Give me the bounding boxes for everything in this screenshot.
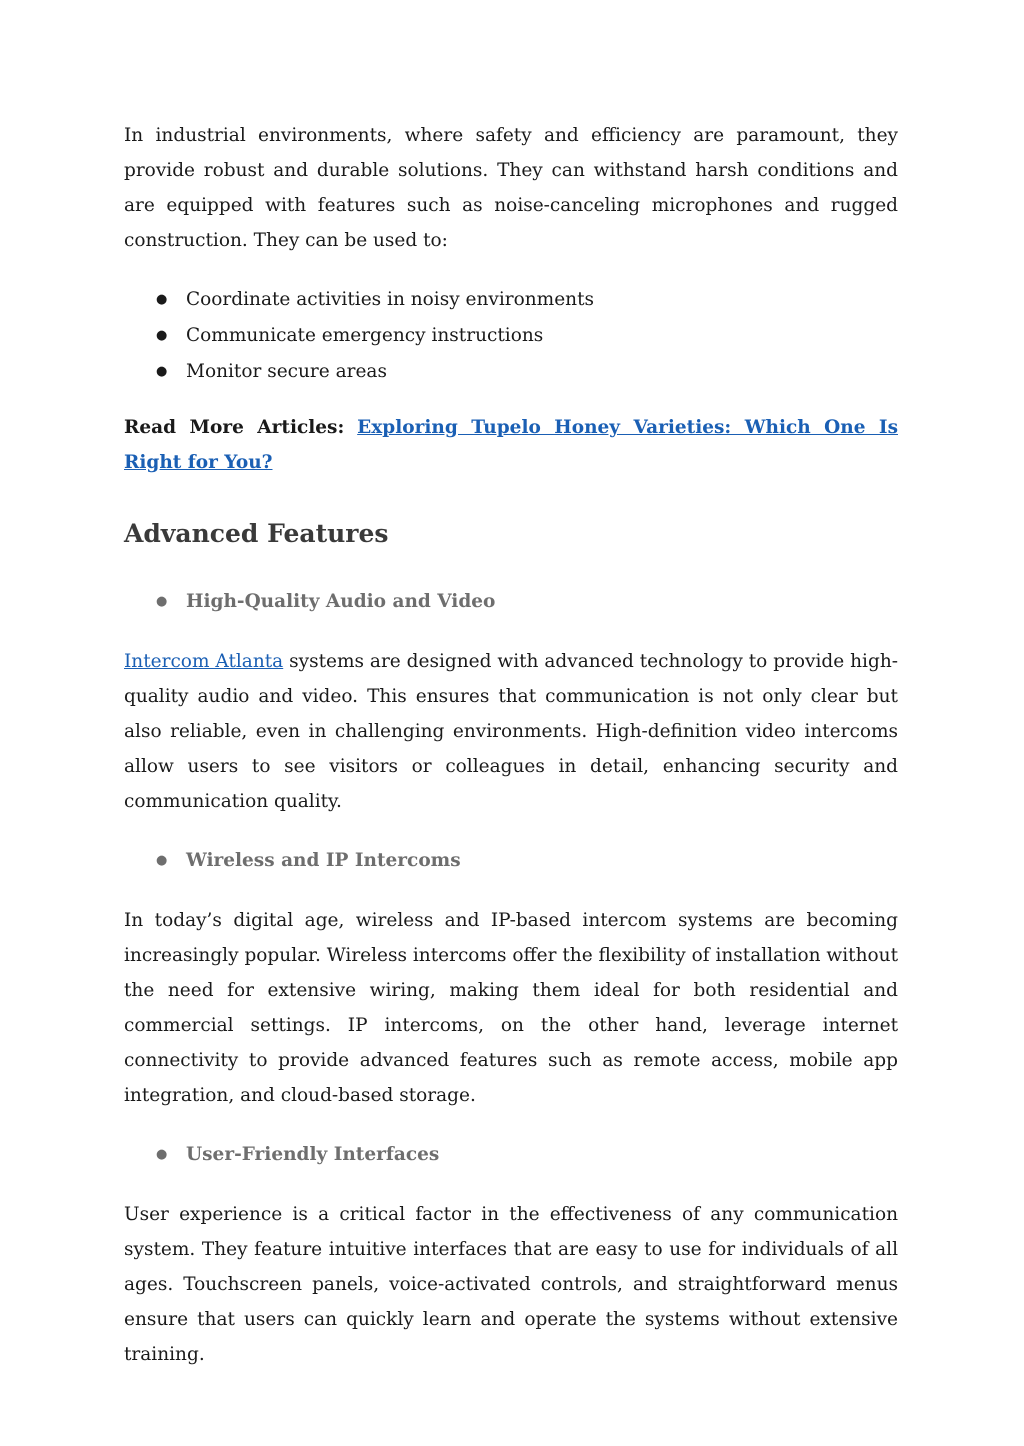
list-item: ● Monitor secure areas (124, 354, 898, 390)
read-more-paragraph (124, 410, 898, 480)
feature-heading-user-friendly: ● User-Friendly Interfaces (124, 1137, 898, 1173)
feature-text: systems are designed with advanced technology to provide high-quality audio and video. This ensures that communication is not only clear but also reliable, even in challenging environments. High-definition video intercoms allow users to see visitors or colleagues in detail, enhancing security and communication quality. (124, 651, 898, 812)
list-item: ● Coordinate activities in noisy environments (124, 282, 898, 318)
intercom-atlanta-link[interactable]: Intercom Atlanta (124, 651, 284, 672)
document-page (124, 118, 898, 1396)
uses-list (124, 282, 898, 390)
feature-paragraph-audio-video (124, 644, 898, 819)
feature-paragraph-wireless-ip: In today’s digital age, wireless and IP-based intercom systems are becoming increasingly popular. Wireless intercoms offer the flexibility of installation without the need for extensive wiring, making them ideal for both residential and commercial settings. IP intercoms, on the other hand, leverage internet connectivity to provide advanced features such as remote access, mobile app integration, and cloud-based storage. (124, 910, 898, 1106)
intro-paragraph: In industrial environments, where safety and efficiency are paramount, they provide robust and durable solutions. They can withstand harsh conditions and are equipped with features such as noise-canceling microphones and rugged construction. They can be used to: (124, 125, 898, 251)
feature-paragraph-user-friendly: User experience is a critical factor in the effectiveness of any communication system. They feature intuitive interfaces that are easy to use for individuals of all ages. Touchscreen panels, voice-activated controls, and straightforward menus ensure that users can quickly learn and operate the systems without extensive training. (124, 1204, 898, 1365)
list-item: ● Communicate emergency instructions (124, 318, 898, 354)
feature-heading-audio-video: ● High-Quality Audio and Video (124, 584, 898, 620)
read-more-label: Read More Articles: (124, 417, 345, 438)
read-more-link[interactable]: Exploring Tupelo Honey Varieties: Which One Is Right for You? (124, 417, 898, 473)
section-heading: Advanced Features (124, 519, 389, 548)
feature-heading-wireless-ip: ● Wireless and IP Intercoms (124, 843, 898, 879)
